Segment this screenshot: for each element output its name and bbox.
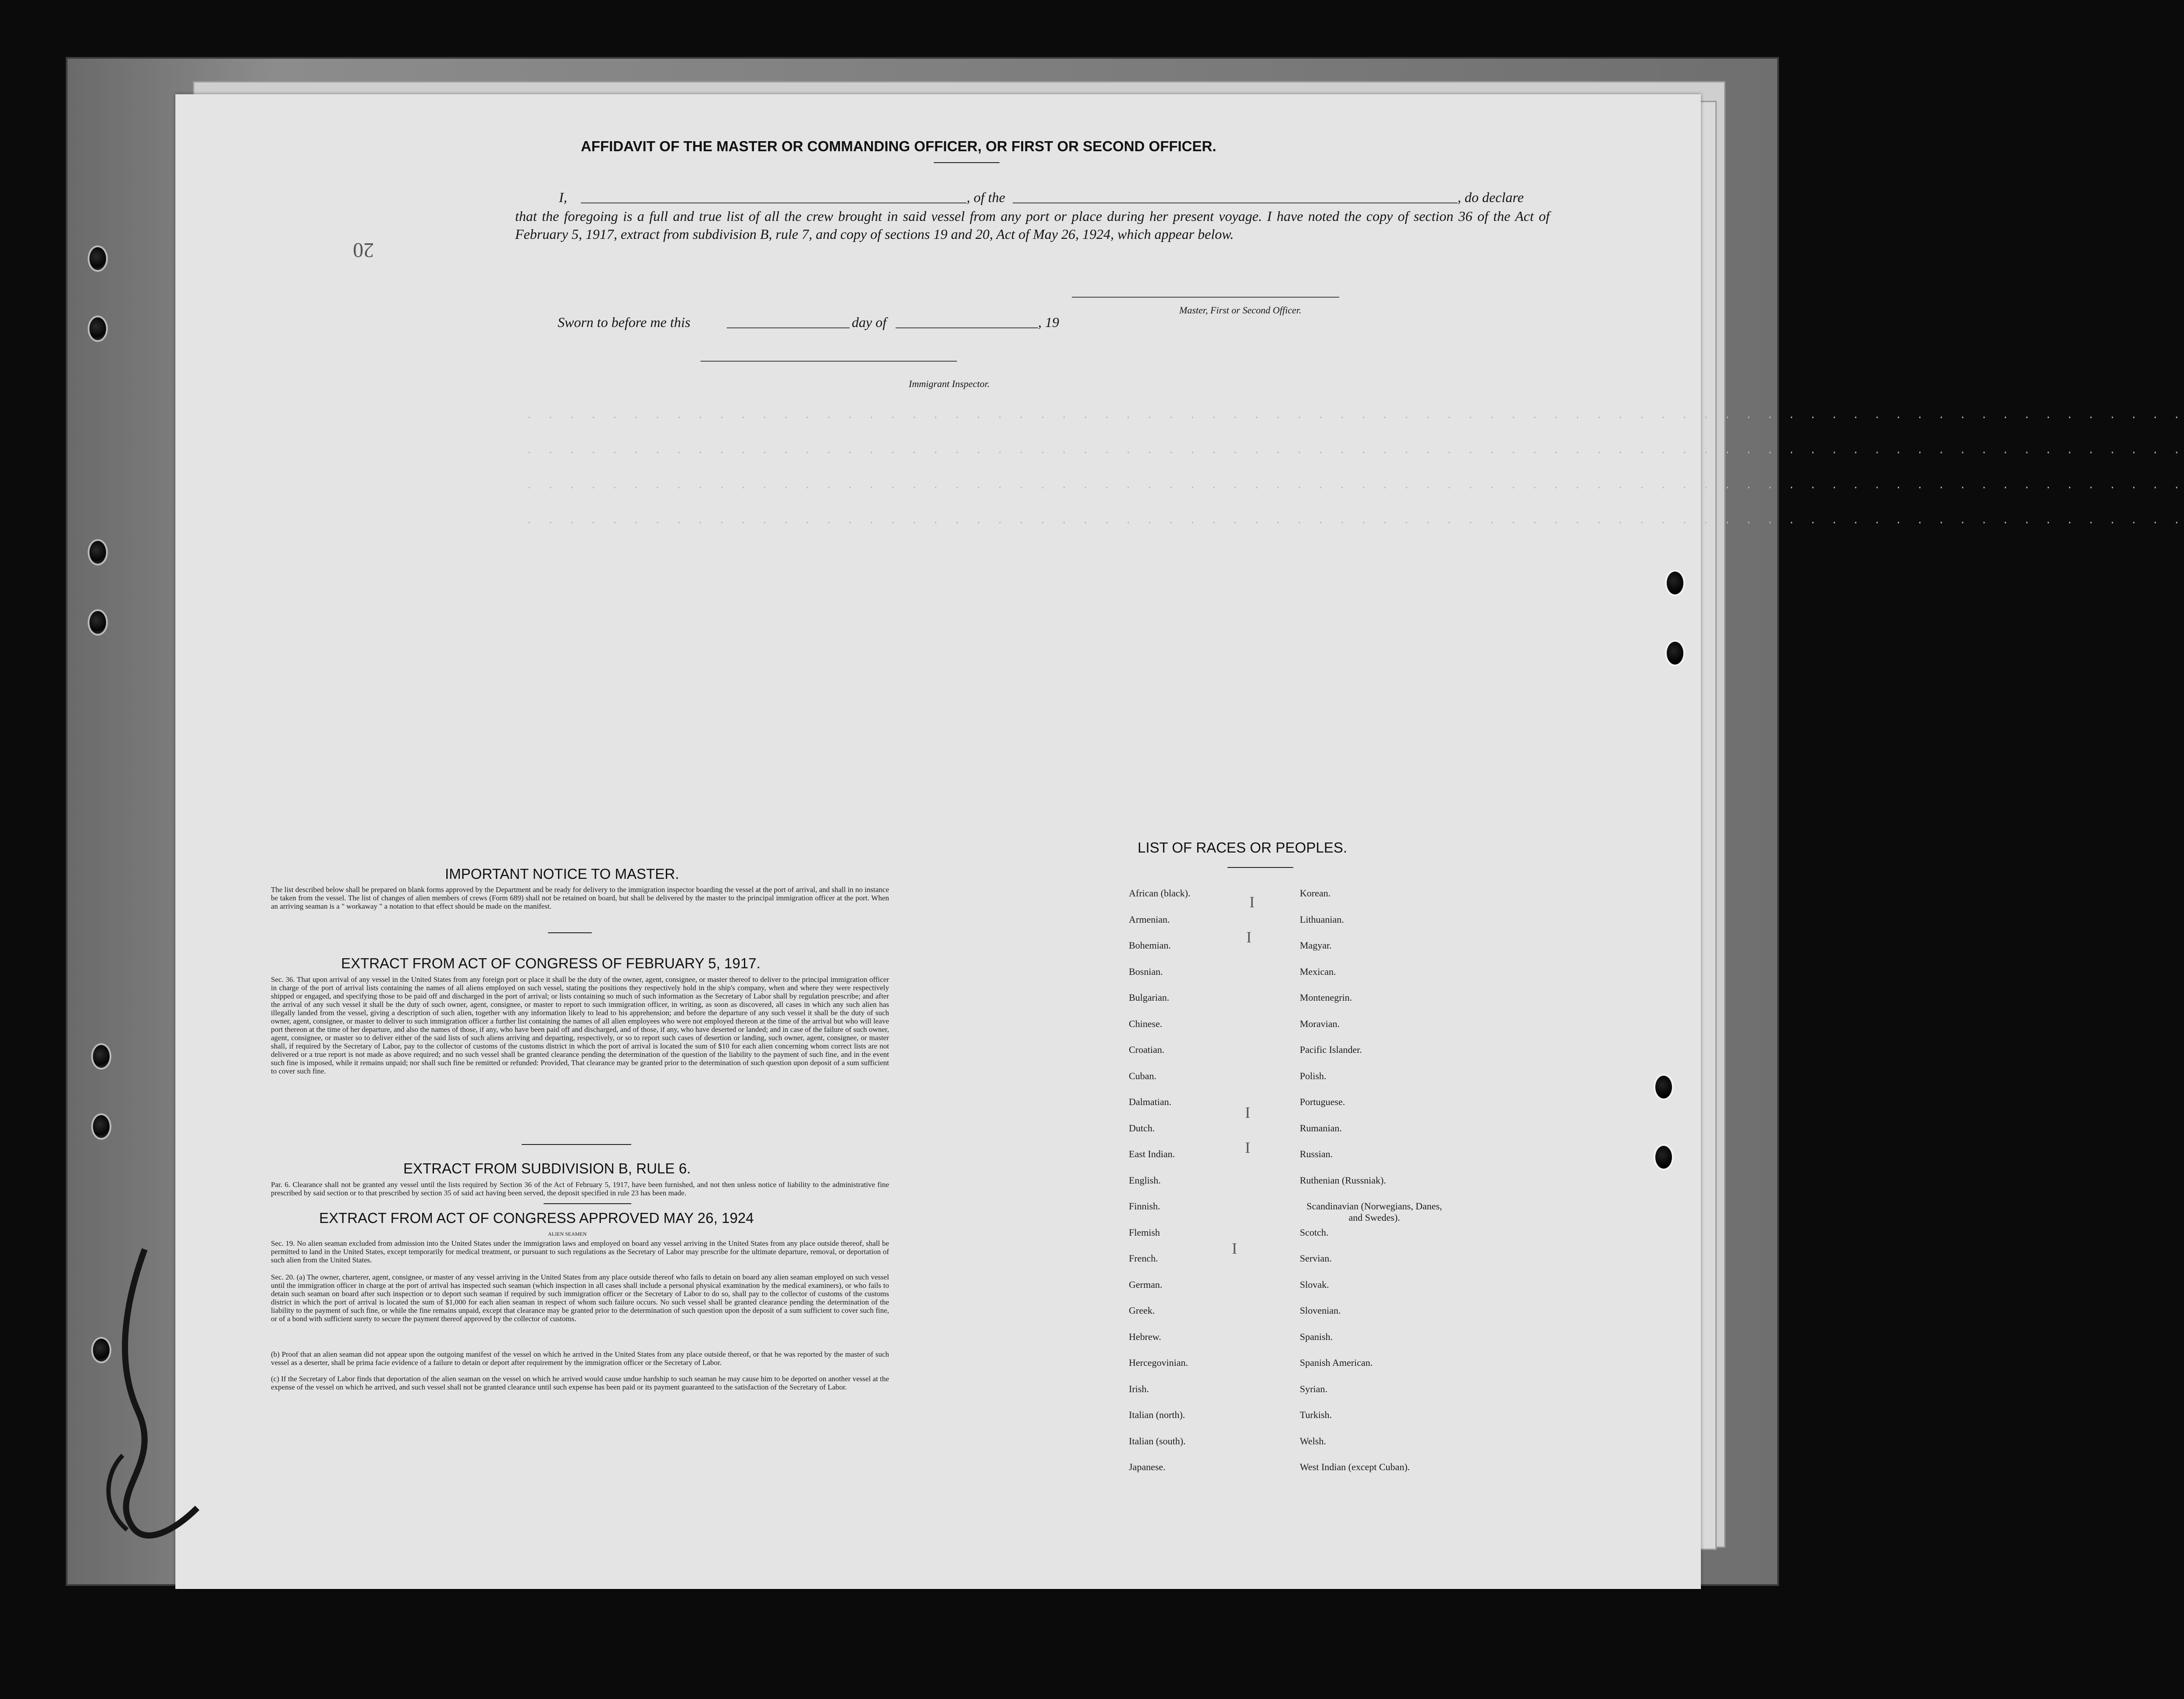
extract-1924-sec19: Sec. 19. No alien seaman excluded from admission into the United States under the immigration laws and employed on board any vessel arriving in the United States from any place outside thereof, shall be permitted to land in the United States, except temporarily for medical treatment, or pursuant to such regulations as the Secretary of Labor may prescribe for the ultimate departure, removal, or deportation of such alien from the United States. bbox=[271, 1239, 889, 1264]
subdivision-title: EXTRACT FROM SUBDIVISION B, RULE 6. bbox=[403, 1160, 691, 1177]
race-item: Montenegrin. bbox=[1300, 992, 1352, 1003]
extract-1924-sec20a: Sec. 20. (a) The owner, charterer, agent, consignee, or master of any vessel arriving in the United States from any place outside thereof who fails to detain on board any alien seaman employed on such vessel until the immigration officer in charge at the port of arrival has inspected such seaman (which inspection in all cases shall include a personal physical examination by the medical examiners), or who fails to detain such seaman on board after such inspection or to deport such seaman if required by such immigration officer or the Secretary of Labor to do so, shall pay to the collector of customs of the customs district in which the port of arrival is located the sum of $1,000 for each alien seaman in respect of whom such failure occurs. No such vessel shall be granted clearance pending the determination of the liability to the payment of such fine, or while the fine remains unpaid, except that clearance may be granted prior to the determination of such question upon the deposit of a sum sufficient to cover such fine, or of a bond with sufficient surety to secure the payment thereof approved by the collector of customs. bbox=[271, 1273, 889, 1323]
title-rule bbox=[934, 162, 1000, 163]
race-item: Welsh. bbox=[1300, 1435, 1326, 1447]
extract-1917-rule bbox=[522, 1144, 631, 1145]
master-signature-line[interactable] bbox=[1072, 297, 1339, 298]
extract-1917-body: Sec. 36. That upon arrival of any vessel in the United States from any foreign port or place it shall be the duty of the owner, agent, consignee, or master thereof to deliver to the principal immigration officer in charge of the port of arrival lists containing the names of all aliens employed on such vessel, stating the positions they respectively hold in the ship's company, when and where they were respectively shipped or engaged, and specifying those to be paid off and discharged in the port of arrival; or lists containing so much of such information as the Secretary of Labor shall by regulation prescribe; and after the arrival of any such vessel it shall be the duty of such owner, agent, consignee, or master to report to such immigration officer, in writing, as soon as discovered, all cases in which any such alien has illegally landed from the vessel, giving a description of such alien, together with any information likely to lead to his apprehension; and before the departure of any such vessel it shall be the duty of such owner, agent, consignee, or master to deliver to such immigration officer a further list containing the names of all alien employees who were not employed thereon at the time of the arrival but who will leave port thereon at the time of her departure, and also the names of those, if any, who have been paid off and discharged, and of those, if any, who have deserted or landed; and in case of the failure of such owner, agent, consignee, or master so to deliver either of the said lists of such aliens arriving and departing, respectively, or so to report such cases of desertion or landing, such owner, agent, consignee, or master shall, if required by the Secretary of Labor, pay to the collector of customs of the customs district in which the port of arrival is located the sum of $10 for each alien concerning whom correct lists are not delivered or a true report is not made as above required; and no such vessel shall be granted clearance pending the determination of the question of the liability to the payment of such fine, and in the event such fine is imposed, while it remains unpaid; nor shall such fine be remitted or refunded: Provided, That clearance may be granted prior to the determination of such question upon deposit of a sum sufficient to cover such fine. bbox=[271, 975, 889, 1075]
bleed-through-text: . . . . . . . . . . . . . . . . . . . . . . . . . . . . . . . . . . . . . . . . . . . . . . . . . . . . . . . . . . . . . . . . . . . . . . . . . . . . . . bbox=[526, 410, 2184, 422]
punch-hole bbox=[1665, 570, 1685, 596]
subdivision-rule bbox=[544, 1203, 631, 1204]
race-item: West Indian (except Cuban). bbox=[1300, 1461, 1410, 1472]
race-item: Lithuanian. bbox=[1300, 913, 1344, 925]
extract-1917-title: EXTRACT FROM ACT OF CONGRESS OF FEBRUARY 5, 1917. bbox=[341, 955, 761, 971]
bleed-through-text: . . . . . . . . . . . . . . . . . . . . . . . . . . . . . . . . . . . . . . . . . . . . . . . . . . . . . . . . . . . . . . . . . . . . . . . . . . . . . . bbox=[526, 445, 2184, 457]
declare-i: I, bbox=[559, 189, 567, 205]
race-item: Moravian. bbox=[1300, 1018, 1340, 1029]
pen-scribble bbox=[96, 1245, 210, 1552]
master-signature-label: Master, First or Second Officer. bbox=[1179, 305, 1302, 316]
binder-hole bbox=[91, 1043, 111, 1070]
race-item: French. bbox=[1129, 1253, 1158, 1264]
declare-text: , do declare bbox=[1458, 189, 1524, 205]
binder-hole bbox=[88, 539, 108, 565]
race-item: Armenian. bbox=[1129, 913, 1170, 925]
sworn-text: Sworn to before me this bbox=[558, 314, 690, 330]
race-item: Italian (north). bbox=[1129, 1409, 1185, 1420]
race-item: Slovak. bbox=[1300, 1279, 1329, 1290]
race-item: Hebrew. bbox=[1129, 1331, 1161, 1342]
pencil-mark: I bbox=[1245, 1139, 1250, 1156]
race-item: Croatian. bbox=[1129, 1044, 1165, 1055]
binder-hole bbox=[88, 316, 108, 342]
pencil-mark: I bbox=[1245, 1104, 1250, 1121]
race-item: Bulgarian. bbox=[1129, 992, 1170, 1003]
race-item: Korean. bbox=[1300, 888, 1331, 899]
race-item: East Indian. bbox=[1129, 1148, 1175, 1159]
inspector-signature-line[interactable] bbox=[701, 361, 957, 362]
bleed-through-text: . . . . . . . . . . . . . . . . . . . . . . . . . . . . . . . . . . . . . . . . . . . . . . . . . . . . . . . . . . . . . . . . . . . . . . . . . . . . . . bbox=[526, 515, 2184, 527]
races-rule bbox=[1227, 867, 1293, 868]
race-item: Cuban. bbox=[1129, 1070, 1156, 1081]
race-item: Magyar. bbox=[1300, 940, 1332, 951]
race-item: Irish. bbox=[1129, 1383, 1149, 1394]
race-item: Dalmatian. bbox=[1129, 1096, 1172, 1107]
affidavit-body: that the foregoing is a full and true list of all the crew brought in said vessel from any port or place during her present voyage. I have noted the copy of section 36 of the Act of February 5, 1917, extract from subdivision B, rule 7, and copy of sections 19 and 20, Act of May 26, 1924, which appear below. bbox=[515, 208, 1550, 242]
binder-hole bbox=[88, 245, 108, 272]
race-item: Portuguese. bbox=[1300, 1096, 1345, 1107]
notice-title: IMPORTANT NOTICE TO MASTER. bbox=[445, 866, 679, 882]
bleed-through-text: . . . . . . . . . . . . . . . . . . . . . . . . . . . . . . . . . . . . . . . . . . . . . . . . . . . . . . . . . . . . . . . . . . . . . . . . . . . . . . bbox=[526, 480, 2184, 492]
race-item: Turkish. bbox=[1300, 1409, 1332, 1420]
race-item: African (black). bbox=[1129, 888, 1191, 899]
race-item: Pacific Islander. bbox=[1300, 1044, 1362, 1055]
notice-rule bbox=[548, 932, 592, 933]
binder-hole bbox=[91, 1113, 111, 1140]
subdivision-body: Par. 6. Clearance shall not be granted any vessel until the lists required by Section 36 of the Act of February 5, 1917, have been furnished, and not then unless notice of liability to the administrative fine prescribed by said section or to that prescribed by section 35 of said act having been served, the deposit specified in rule 23 has been made. bbox=[271, 1180, 889, 1197]
race-item: Russian. bbox=[1300, 1148, 1333, 1159]
sworn-month-field[interactable] bbox=[896, 327, 1038, 328]
race-item: Greek. bbox=[1129, 1305, 1155, 1316]
notice-body: The list described below shall be prepared on blank forms approved by the Department and be ready for delivery to the immigration inspector boarding the vessel at the port of arrival, and shall in no instance be taken from the vessel. The list of changes of alien members of crews (Form 689) shall not be retained on board, but shall be delivered by the master to the principal immigration officer at the port. When an arriving seaman is a " workaway " a notation to that effect should be made on the manifest. bbox=[271, 885, 889, 910]
race-item: Polish. bbox=[1300, 1070, 1327, 1081]
pencil-mark: I bbox=[1249, 893, 1255, 911]
race-item: Hercegovinian. bbox=[1129, 1357, 1188, 1368]
race-item: Slovenian. bbox=[1300, 1305, 1341, 1316]
declare-of-the: , of the bbox=[967, 189, 1005, 205]
race-item: Syrian. bbox=[1300, 1383, 1327, 1394]
race-item: Finnish. bbox=[1129, 1201, 1160, 1212]
race-item: Mexican. bbox=[1300, 966, 1336, 977]
race-item: Ruthenian (Russniak). bbox=[1300, 1174, 1386, 1186]
race-item: Spanish American. bbox=[1300, 1357, 1373, 1368]
race-item: Scotch. bbox=[1300, 1226, 1329, 1238]
race-item: Bosnian. bbox=[1129, 966, 1163, 977]
punch-hole bbox=[1665, 640, 1685, 666]
race-item: Japanese. bbox=[1129, 1461, 1166, 1472]
race-item: Servian. bbox=[1300, 1253, 1332, 1264]
day-of-text: day of bbox=[852, 314, 887, 330]
punch-hole bbox=[1654, 1144, 1674, 1170]
affidavit-title: AFFIDAVIT OF THE MASTER OR COMMANDING OFFICER, OR FIRST OR SECOND OFFICER. bbox=[581, 138, 1216, 154]
race-item: Chinese. bbox=[1129, 1018, 1163, 1029]
punch-hole bbox=[1654, 1074, 1674, 1100]
sheet-number-mark: 20 bbox=[353, 238, 374, 262]
year-text: , 19 bbox=[1038, 314, 1059, 330]
race-item: Flemish bbox=[1129, 1226, 1160, 1238]
extract-1924-subtitle: ALIEN SEAMEN bbox=[548, 1231, 587, 1237]
document-page bbox=[175, 94, 2184, 1589]
race-item: Dutch. bbox=[1129, 1122, 1155, 1134]
extract-1924-sec20c: (c) If the Secretary of Labor finds that deportation of the alien seaman on the vessel on which he arrived would cause undue hardship to such seaman he may cause him to be deported on another vessel at the expense of the vessel on which he arrived, and such vessel shall not be granted clearance until such expense has been paid or its payment guaranteed to the satisfaction of the Secretary of Labor. bbox=[271, 1375, 889, 1391]
race-item: Rumanian. bbox=[1300, 1122, 1342, 1134]
races-title: LIST OF RACES OR PEOPLES. bbox=[1138, 839, 1348, 856]
sworn-day-field[interactable] bbox=[727, 327, 850, 328]
race-item: Italian (south). bbox=[1129, 1435, 1186, 1447]
pencil-mark: I bbox=[1232, 1240, 1237, 1257]
binder-hole bbox=[88, 609, 108, 636]
race-item: German. bbox=[1129, 1279, 1163, 1290]
race-item: Scandinavian (Norwegians, Danes, and Swedes). bbox=[1306, 1201, 1442, 1223]
pencil-mark: I bbox=[1246, 928, 1252, 946]
extract-1924-title: EXTRACT FROM ACT OF CONGRESS APPROVED MAY 26, 1924 bbox=[319, 1210, 754, 1226]
race-item: Spanish. bbox=[1300, 1331, 1333, 1342]
inspector-label: Immigrant Inspector. bbox=[909, 378, 990, 389]
race-item: English. bbox=[1129, 1174, 1161, 1186]
race-item: Bohemian. bbox=[1129, 940, 1171, 951]
extract-1924-sec20b: (b) Proof that an alien seaman did not appear upon the outgoing manifest of the vessel on which he arrived in the United States from any place outside thereof, or that he was reported by the master of such vessel as a deserter, shall be prima facie evidence of a failure to detain or deport after requirement by the immigration officer or the Secretary of Labor. bbox=[271, 1350, 889, 1367]
